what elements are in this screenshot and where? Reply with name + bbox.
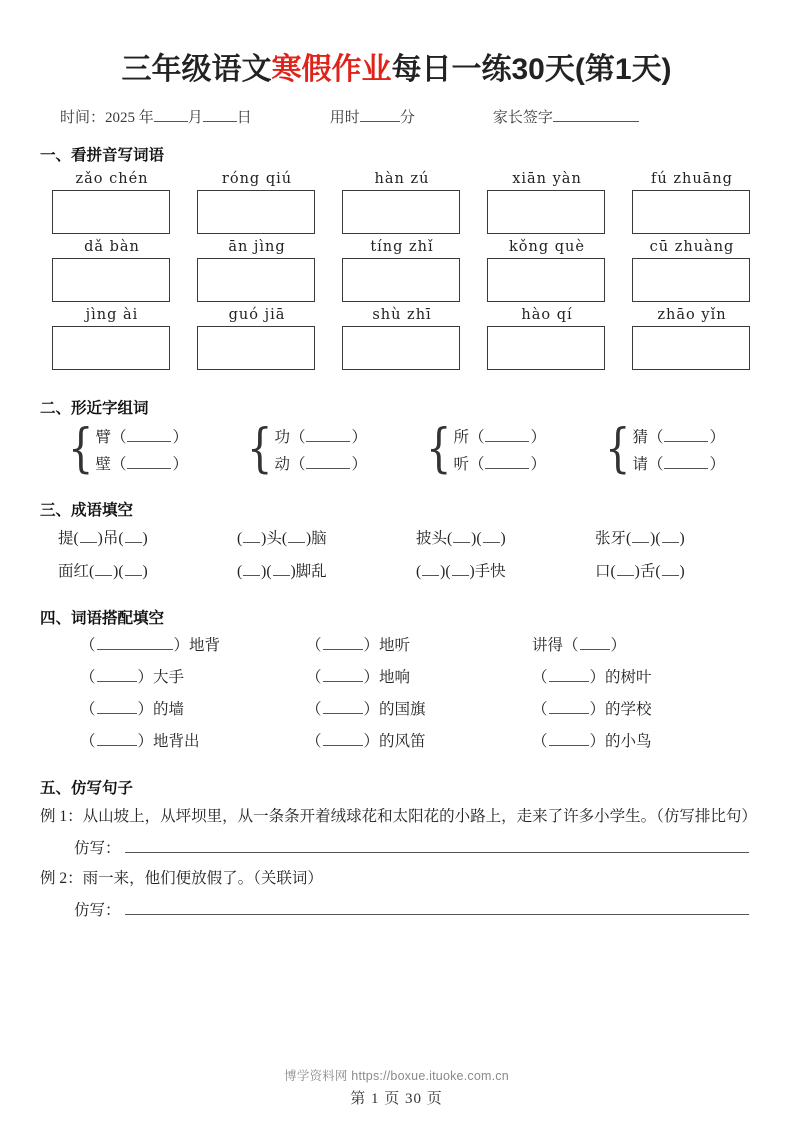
answer-box[interactable] bbox=[197, 258, 315, 302]
char-label: 请 bbox=[632, 456, 648, 473]
collocation-item[interactable]: （ ）地响 bbox=[306, 669, 411, 686]
collocation-item[interactable]: （ ）的风笛 bbox=[306, 733, 426, 750]
pinyin-text: zhāo yǐn bbox=[657, 307, 727, 323]
answer-blank[interactable] bbox=[125, 563, 142, 576]
parent-signature-label: 家长签字 bbox=[492, 110, 553, 126]
answer-blank[interactable] bbox=[80, 530, 97, 543]
similar-char-group bbox=[247, 418, 426, 480]
similar-char-item: 动（ ） bbox=[274, 456, 367, 473]
similar-char-pairs bbox=[632, 424, 725, 478]
answer-blank[interactable] bbox=[452, 563, 469, 576]
imitation-line-2 bbox=[40, 898, 753, 920]
char-label: 猜 bbox=[632, 429, 648, 446]
watermark-text: 博学资料网 https://boxue.ituoke.com.cn bbox=[284, 1069, 509, 1083]
pinyin-section bbox=[40, 169, 753, 370]
section-heading-1: 一、看拼音写词语 bbox=[40, 147, 165, 164]
collocation-item[interactable]: （ ）的小鸟 bbox=[532, 733, 652, 750]
idiom-item[interactable]: 面红( )( ) bbox=[58, 563, 148, 580]
answer-blank[interactable] bbox=[549, 668, 589, 682]
day-blank[interactable] bbox=[203, 108, 237, 122]
pinyin-text: dǎ bàn bbox=[84, 239, 140, 255]
idiom-row bbox=[40, 558, 774, 586]
section-heading-2: 二、形近字组词 bbox=[40, 400, 149, 417]
answer-box[interactable] bbox=[487, 190, 605, 234]
pinyin-cell bbox=[487, 237, 607, 302]
word-blank[interactable] bbox=[306, 455, 350, 469]
answer-blank[interactable] bbox=[617, 563, 634, 576]
pinyin-cell bbox=[487, 169, 607, 234]
answer-blank[interactable] bbox=[323, 668, 363, 682]
pinyin-text: cū zhuàng bbox=[649, 239, 735, 255]
pinyin-cell bbox=[342, 169, 462, 234]
collocation-item[interactable]: （ ）大手 bbox=[80, 669, 185, 686]
answer-box[interactable] bbox=[632, 258, 750, 302]
similar-char-item: 请（ ） bbox=[632, 456, 725, 473]
answer-blank[interactable] bbox=[549, 732, 589, 746]
day-label: 日 bbox=[236, 110, 252, 126]
collocation-item[interactable]: （ ）地背 bbox=[80, 637, 221, 654]
month-blank[interactable] bbox=[154, 108, 188, 122]
pinyin-text: jìng ài bbox=[85, 307, 139, 323]
pinyin-cell bbox=[197, 237, 317, 302]
collocation-item[interactable]: （ ）的国旗 bbox=[306, 701, 426, 718]
idiom-item[interactable]: ( )头( )脑 bbox=[237, 530, 327, 547]
idiom-item[interactable]: 提( )吊( ) bbox=[58, 530, 148, 547]
answer-blank[interactable] bbox=[125, 530, 142, 543]
similar-char-item: 听（ ） bbox=[453, 456, 546, 473]
answer-blank[interactable] bbox=[273, 563, 290, 576]
pinyin-text: hào qí bbox=[521, 307, 573, 323]
similar-char-pairs bbox=[274, 424, 367, 478]
answer-box[interactable] bbox=[197, 190, 315, 234]
word-blank[interactable] bbox=[485, 428, 529, 442]
section-heading-5: 五、仿写句子 bbox=[40, 780, 134, 797]
imitation-answer-blank[interactable] bbox=[125, 900, 749, 915]
section-heading-4: 四、词语搭配填空 bbox=[40, 610, 165, 627]
month-label: 月 bbox=[187, 110, 203, 126]
answer-blank[interactable] bbox=[422, 563, 439, 576]
idiom-item[interactable]: 披头( )( ) bbox=[416, 530, 506, 547]
brace-icon: { bbox=[426, 418, 452, 480]
page-unit-1: 页 bbox=[384, 1091, 401, 1107]
title-highlight: 寒假作业 bbox=[271, 53, 392, 86]
pinyin-cell bbox=[632, 305, 752, 370]
answer-blank[interactable] bbox=[632, 530, 649, 543]
answer-blank[interactable] bbox=[323, 700, 363, 714]
char-label: 所 bbox=[453, 429, 469, 446]
answer-blank[interactable] bbox=[97, 700, 137, 714]
similar-characters-section bbox=[40, 418, 784, 480]
answer-box[interactable] bbox=[487, 326, 605, 370]
pinyin-text: kǒng què bbox=[509, 239, 585, 255]
pinyin-cell bbox=[632, 237, 752, 302]
word-blank[interactable] bbox=[127, 455, 171, 469]
word-blank[interactable] bbox=[306, 428, 350, 442]
idiom-item[interactable]: 张牙( )( ) bbox=[595, 530, 685, 547]
answer-box[interactable] bbox=[632, 326, 750, 370]
brace-icon: { bbox=[605, 418, 631, 480]
answer-blank[interactable] bbox=[243, 563, 260, 576]
word-blank[interactable] bbox=[127, 428, 171, 442]
similar-char-group bbox=[426, 418, 605, 480]
idiom-item[interactable]: ( )( )脚乱 bbox=[237, 563, 327, 580]
similar-char-item: 壁（ ） bbox=[95, 456, 188, 473]
char-label: 听 bbox=[453, 456, 469, 473]
imitate-label: 仿写： bbox=[74, 840, 121, 857]
char-label: 臂 bbox=[95, 429, 111, 446]
pinyin-cell bbox=[487, 305, 607, 370]
word-blank[interactable] bbox=[485, 455, 529, 469]
pinyin-text: fú zhuāng bbox=[651, 171, 733, 187]
answer-blank[interactable] bbox=[243, 530, 260, 543]
collocation-item[interactable]: 讲得（ ） bbox=[532, 637, 627, 654]
date-label: 时间：2025 年 bbox=[60, 110, 154, 126]
answer-blank[interactable] bbox=[97, 732, 137, 746]
answer-box[interactable] bbox=[52, 258, 170, 302]
imitate-label: 仿写： bbox=[74, 902, 121, 919]
word-blank[interactable] bbox=[664, 428, 708, 442]
pinyin-text: ān jìng bbox=[228, 239, 286, 255]
answer-blank[interactable] bbox=[483, 530, 500, 543]
char-label: 动 bbox=[274, 456, 290, 473]
char-label: 壁 bbox=[95, 456, 111, 473]
title-part-after: 每日一练30天(第1天) bbox=[391, 53, 672, 86]
pinyin-text: róng qiú bbox=[221, 171, 293, 187]
similar-char-item: 功（ ） bbox=[274, 429, 367, 446]
parent-signature-blank[interactable] bbox=[553, 108, 639, 122]
pinyin-cell bbox=[197, 169, 317, 234]
time-used-field bbox=[330, 106, 415, 127]
meta-header bbox=[40, 106, 753, 127]
answer-box[interactable] bbox=[197, 326, 315, 370]
page-number bbox=[0, 1087, 793, 1108]
page-unit-2: 页 bbox=[426, 1091, 443, 1107]
pinyin-cell bbox=[52, 305, 172, 370]
collocation-item[interactable]: （ ）的学校 bbox=[532, 701, 652, 718]
section-heading-3: 三、成语填空 bbox=[40, 502, 134, 519]
pinyin-cell bbox=[342, 305, 462, 370]
pinyin-cell bbox=[197, 305, 317, 370]
similar-char-item: 臂（ ） bbox=[95, 429, 188, 446]
brace-icon: { bbox=[247, 418, 273, 480]
pinyin-text: xiān yàn bbox=[512, 171, 582, 187]
similar-char-item: 猜（ ） bbox=[632, 429, 725, 446]
idiom-item[interactable]: 口( )舌( ) bbox=[595, 563, 685, 580]
answer-blank[interactable] bbox=[323, 732, 363, 746]
similar-char-pairs bbox=[95, 424, 188, 478]
page-footer bbox=[0, 1066, 793, 1108]
pinyin-cell bbox=[52, 169, 172, 234]
parent-signature-field bbox=[493, 106, 639, 127]
brace-icon: { bbox=[68, 418, 94, 480]
pinyin-text: zǎo chén bbox=[75, 171, 149, 187]
time-used-blank[interactable] bbox=[360, 108, 400, 122]
word-blank[interactable] bbox=[664, 455, 708, 469]
collocation-row bbox=[40, 695, 793, 724]
similar-char-group bbox=[68, 418, 247, 480]
idiom-item[interactable]: ( )( )手快 bbox=[416, 563, 506, 580]
collocation-item[interactable]: （ ）地背出 bbox=[80, 733, 200, 750]
imitation-answer-blank[interactable] bbox=[125, 838, 749, 853]
example-2-text: 例 2：雨一来，他们便放假了。（关联词） bbox=[40, 870, 323, 887]
answer-blank[interactable] bbox=[97, 636, 173, 650]
answer-box[interactable] bbox=[342, 190, 460, 234]
time-used-label: 用时 bbox=[329, 110, 360, 126]
page-current: 1 bbox=[370, 1091, 380, 1107]
pinyin-row bbox=[52, 237, 752, 302]
collocation-item[interactable]: （ ）的树叶 bbox=[532, 669, 652, 686]
similar-char-pairs bbox=[453, 424, 546, 478]
page-total: 30 bbox=[405, 1091, 422, 1107]
page-prefix: 第 bbox=[350, 1091, 367, 1107]
collocation-item[interactable]: （ ）地听 bbox=[306, 637, 411, 654]
answer-blank[interactable] bbox=[95, 563, 112, 576]
title-part-before: 三年级语文 bbox=[121, 53, 272, 86]
date-field bbox=[60, 106, 252, 127]
pinyin-text: guó jiā bbox=[228, 307, 286, 323]
answer-blank[interactable] bbox=[453, 530, 470, 543]
answer-blank[interactable] bbox=[323, 636, 363, 650]
pinyin-row bbox=[52, 305, 752, 370]
answer-box[interactable] bbox=[342, 326, 460, 370]
collocation-item[interactable]: （ ）的墙 bbox=[80, 701, 185, 718]
collocation-row bbox=[40, 727, 793, 756]
imitation-line-1 bbox=[40, 836, 753, 858]
answer-blank[interactable] bbox=[580, 636, 610, 650]
answer-blank[interactable] bbox=[97, 668, 137, 682]
minute-label: 分 bbox=[399, 110, 415, 126]
pinyin-text: shù zhī bbox=[372, 307, 432, 323]
answer-box[interactable] bbox=[632, 190, 750, 234]
idiom-row bbox=[40, 525, 774, 553]
pinyin-cell bbox=[632, 169, 752, 234]
answer-box[interactable] bbox=[487, 258, 605, 302]
example-1-text: 例 1：从山坡上，从坪坝里，从一条条开着绒球花和太阳花的小路上，走来了许多小学生。（仿写排比句） bbox=[40, 808, 757, 825]
pinyin-row bbox=[52, 169, 752, 234]
similar-char-group bbox=[605, 418, 784, 480]
pinyin-cell bbox=[342, 237, 462, 302]
collocation-row bbox=[40, 631, 793, 660]
char-label: 功 bbox=[274, 429, 290, 446]
pinyin-cell bbox=[52, 237, 172, 302]
answer-blank[interactable] bbox=[288, 530, 305, 543]
collocation-row bbox=[40, 663, 793, 692]
similar-char-item: 所（ ） bbox=[453, 429, 546, 446]
answer-box[interactable] bbox=[52, 326, 170, 370]
page-title bbox=[40, 0, 753, 88]
answer-box[interactable] bbox=[342, 258, 460, 302]
answer-blank[interactable] bbox=[662, 530, 679, 543]
pinyin-text: hàn zú bbox=[374, 171, 430, 187]
answer-box[interactable] bbox=[52, 190, 170, 234]
pinyin-text: tíng zhǐ bbox=[370, 239, 434, 255]
answer-blank[interactable] bbox=[662, 563, 679, 576]
answer-blank[interactable] bbox=[549, 700, 589, 714]
